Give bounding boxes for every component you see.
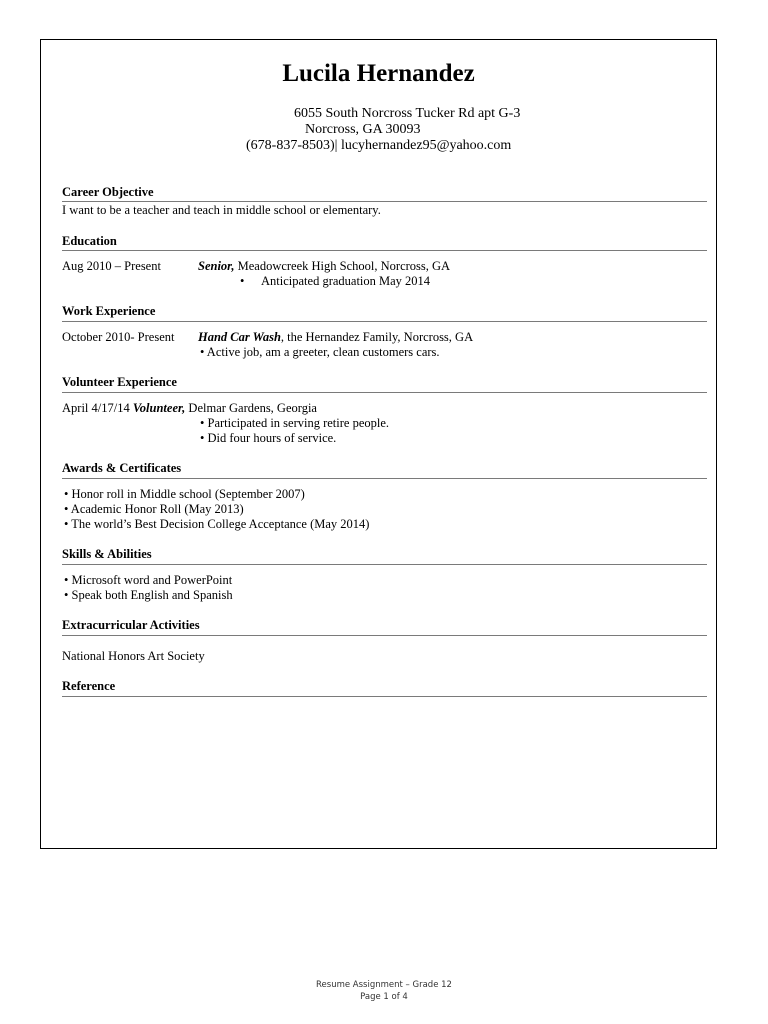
- address-street: 6055 South Norcross Tucker Rd apt G-3: [294, 106, 521, 121]
- section-title-work-experience: Work Experience: [62, 304, 156, 318]
- section-divider: [62, 478, 707, 479]
- education-detail: Meadowcreek High School, Norcross, GA: [234, 259, 451, 273]
- section-title-reference: Reference: [62, 679, 116, 693]
- section-divider: [62, 564, 707, 565]
- footer-page-number: Page 1 of 4: [360, 992, 408, 1002]
- section-title-career-objective: Career Objective: [62, 185, 154, 199]
- skill-item: • Microsoft word and PowerPoint: [64, 573, 233, 587]
- work-dates: October 2010- Present: [62, 330, 175, 344]
- extracurricular-text: National Honors Art Society: [62, 649, 205, 663]
- award-item: • Honor roll in Middle school (September 2007): [64, 487, 305, 501]
- address-city: Norcross, GA 30093: [305, 122, 421, 137]
- education-entry: [198, 259, 450, 274]
- volunteer-date: April 4/17/14: [62, 401, 133, 415]
- section-title-extracurricular: Extracurricular Activities: [62, 618, 200, 632]
- education-bullet: •: [240, 274, 245, 288]
- volunteer-bullet: • Participated in serving retire people.: [200, 416, 390, 430]
- work-bullet: • Active job, am a greeter, clean customers cars.: [200, 345, 440, 359]
- section-divider: [62, 392, 707, 393]
- education-bullet-text: Anticipated graduation May 2014: [261, 274, 431, 288]
- education-dates: Aug 2010 – Present: [62, 259, 161, 273]
- work-detail: , the Hernandez Family, Norcross, GA: [280, 330, 474, 344]
- phone-email: (678-837-8503)| lucyhernandez95@yahoo.com: [246, 138, 512, 153]
- section-divider: [62, 201, 707, 202]
- resume-page: [40, 39, 717, 849]
- career-objective-text: I want to be a teacher and teach in middle school or elementary.: [62, 203, 381, 217]
- section-divider: [62, 635, 707, 636]
- section-divider: [62, 250, 707, 251]
- work-role: Hand Car Wash: [198, 330, 281, 344]
- volunteer-detail: Delmar Gardens, Georgia: [185, 401, 317, 415]
- section-title-volunteer-experience: Volunteer Experience: [62, 375, 177, 389]
- award-item: • The world’s Best Decision College Acceptance (May 2014): [64, 517, 370, 531]
- education-role: Senior,: [198, 259, 235, 273]
- volunteer-role: Volunteer,: [132, 401, 186, 415]
- section-divider: [62, 696, 707, 697]
- volunteer-bullet: • Did four hours of service.: [200, 431, 337, 445]
- skill-item: • Speak both English and Spanish: [64, 588, 233, 602]
- work-entry: [198, 330, 473, 345]
- volunteer-entry: [62, 401, 317, 416]
- footer-assignment: Resume Assignment – Grade 12: [316, 980, 452, 990]
- section-title-skills: Skills & Abilities: [62, 547, 152, 561]
- section-title-awards: Awards & Certificates: [62, 461, 182, 475]
- section-title-education: Education: [62, 234, 117, 248]
- section-divider: [62, 321, 707, 322]
- award-item: • Academic Honor Roll (May 2013): [64, 502, 244, 516]
- resume-name: Lucila Hernandez: [282, 60, 475, 87]
